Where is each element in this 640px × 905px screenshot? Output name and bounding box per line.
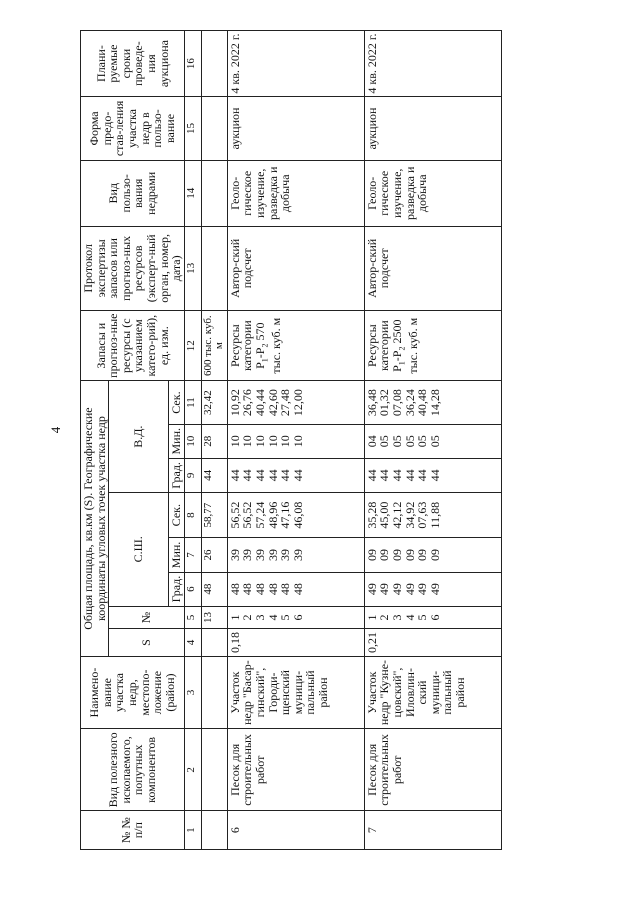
col-number: 7 <box>184 538 201 572</box>
sub-number: 32,42 <box>201 381 227 424</box>
header-mineral: Вид полезного ископаемого, попутных компонентов <box>81 729 185 811</box>
col-number: 6 <box>184 572 201 606</box>
point-numbers: 1 2 3 4 5 6 <box>364 606 501 629</box>
site-area: 0,21 <box>364 629 501 656</box>
lon-minutes: 10 10 10 10 10 10 <box>227 424 364 458</box>
lat-seconds: 56,52 56,52 57,24 48,96 47,16 46,08 <box>227 492 364 537</box>
auction-term: 4 кв. 2022 г. <box>364 31 501 97</box>
auction-term: 4 кв. 2022 г. <box>227 31 364 97</box>
site-name: Участок недр "Кузне-цовский", Иловлин-ский муници-пальный район <box>364 656 501 729</box>
lon-seconds: 10,92 26,76 40,44 42,60 27,48 12,00 <box>227 381 364 424</box>
sub-number: 13 <box>201 606 227 629</box>
provision-form: аукцион <box>364 97 501 161</box>
site-name: Участок недр "Басар-гинский", Городи-щенский муници-пальный район <box>227 656 364 729</box>
col-number: 9 <box>184 458 201 492</box>
header-row-1 <box>81 31 109 850</box>
col-number: 16 <box>184 31 201 97</box>
subsoil-sites-table <box>80 30 502 850</box>
sub-number: 44 <box>201 458 227 492</box>
col-number: 14 <box>184 160 201 226</box>
lat-degrees: 48 48 48 48 48 48 <box>227 572 364 606</box>
header-lon-min: Мин. <box>169 424 185 458</box>
col-number: 10 <box>184 424 201 458</box>
site-area: 0,18 <box>227 629 364 656</box>
sub-number: 26 <box>201 538 227 572</box>
lon-seconds: 36,48 01,32 07,08 36,24 40,48 14,28 <box>364 381 501 424</box>
reserves: Ресурсы категории $P_1-P_2$ 570 тыс. куб. м <box>227 310 364 381</box>
header-lat: С.Ш. <box>109 492 169 606</box>
header-lon-deg: Град. <box>169 458 185 492</box>
header-use-type: Вид пользо-вания недрами <box>81 160 185 226</box>
header-lat-sec: Сек. <box>169 492 185 537</box>
lat-minutes: 39 39 39 39 39 39 <box>227 538 364 572</box>
column-numbers-row <box>184 31 201 850</box>
lat-seconds: 35,28 45,00 42,12 34,92 07,63 11,88 <box>364 492 501 537</box>
col-number: 5 <box>184 606 201 629</box>
col-number: 11 <box>184 381 201 424</box>
header-number: № № п/п <box>81 811 185 850</box>
use-type: Геоло-гическое изучение, разведка и добыча <box>227 160 364 226</box>
lon-degrees: 44 44 44 44 44 44 <box>364 458 501 492</box>
col-number: 15 <box>184 97 201 161</box>
point-numbers: 1 2 3 4 5 6 <box>227 606 364 629</box>
sub-number: 600 тыс. куб. м <box>201 310 227 381</box>
sub-number: 58,77 <box>201 492 227 537</box>
col-number: 2 <box>184 729 201 811</box>
header-lon-sec: Сек. <box>169 381 185 424</box>
col-number: 13 <box>184 226 201 310</box>
row-number: 6 <box>227 811 364 850</box>
mineral-type: Песок для строительных работ <box>364 729 501 811</box>
protocol: Автор-ский подсчет <box>364 226 501 310</box>
header-form: Форма предо-став-ления участка недр в пользо-вание <box>81 97 185 161</box>
header-term: Плани-руемые сроки проведе-ния аукциона <box>81 31 185 97</box>
header-s: S <box>109 629 185 656</box>
header-reserves: Запасы и прогноз-ные ресурсы (с указанием катего-рий), ед. изм. <box>81 310 185 381</box>
col-number: 8 <box>184 492 201 537</box>
reserves: Ресурсы категории $P_1-P_2$ 2500 тыс. куб. м <box>364 310 501 381</box>
lat-minutes: 09 09 09 09 09 09 <box>364 538 501 572</box>
col-number: 3 <box>184 656 201 729</box>
header-area-coords: Общая площадь, кв.км (S). Географические координаты угловых точек участка недр <box>81 381 109 656</box>
rotated-table-container <box>80 30 560 850</box>
lat-degrees: 49 49 49 49 49 49 <box>364 572 501 606</box>
header-protocol: Протокол экспертизы запасов или прогноз-ных ресурсов (эксперт-ный орган, номер, дата) <box>81 226 185 310</box>
header-lat-deg: Град. <box>169 572 185 606</box>
col-number: 1 <box>184 811 201 850</box>
lon-minutes: 04 05 05 05 05 05 <box>364 424 501 458</box>
sub-numbers-row <box>201 31 227 850</box>
provision-form: аукцион <box>227 97 364 161</box>
col-number: 4 <box>184 629 201 656</box>
header-site: Наимено-вание участка недр, местопо-ложение (район) <box>81 656 185 729</box>
row-number: 7 <box>364 811 501 850</box>
table-row <box>227 31 364 850</box>
header-lon: В.Д. <box>109 381 169 492</box>
sub-number: 48 <box>201 572 227 606</box>
sub-number: 28 <box>201 424 227 458</box>
mineral-type: Песок для строительных работ <box>227 729 364 811</box>
header-point-no: № <box>109 606 185 629</box>
table-row <box>364 31 501 850</box>
protocol: Автор-ский подсчет <box>227 226 364 310</box>
page-number: 4 <box>48 426 63 434</box>
header-lat-min: Мин. <box>169 538 185 572</box>
col-number: 12 <box>184 310 201 381</box>
lon-degrees: 44 44 44 44 44 44 <box>227 458 364 492</box>
use-type: Геоло-гическое изучение, разведка и добыча <box>364 160 501 226</box>
